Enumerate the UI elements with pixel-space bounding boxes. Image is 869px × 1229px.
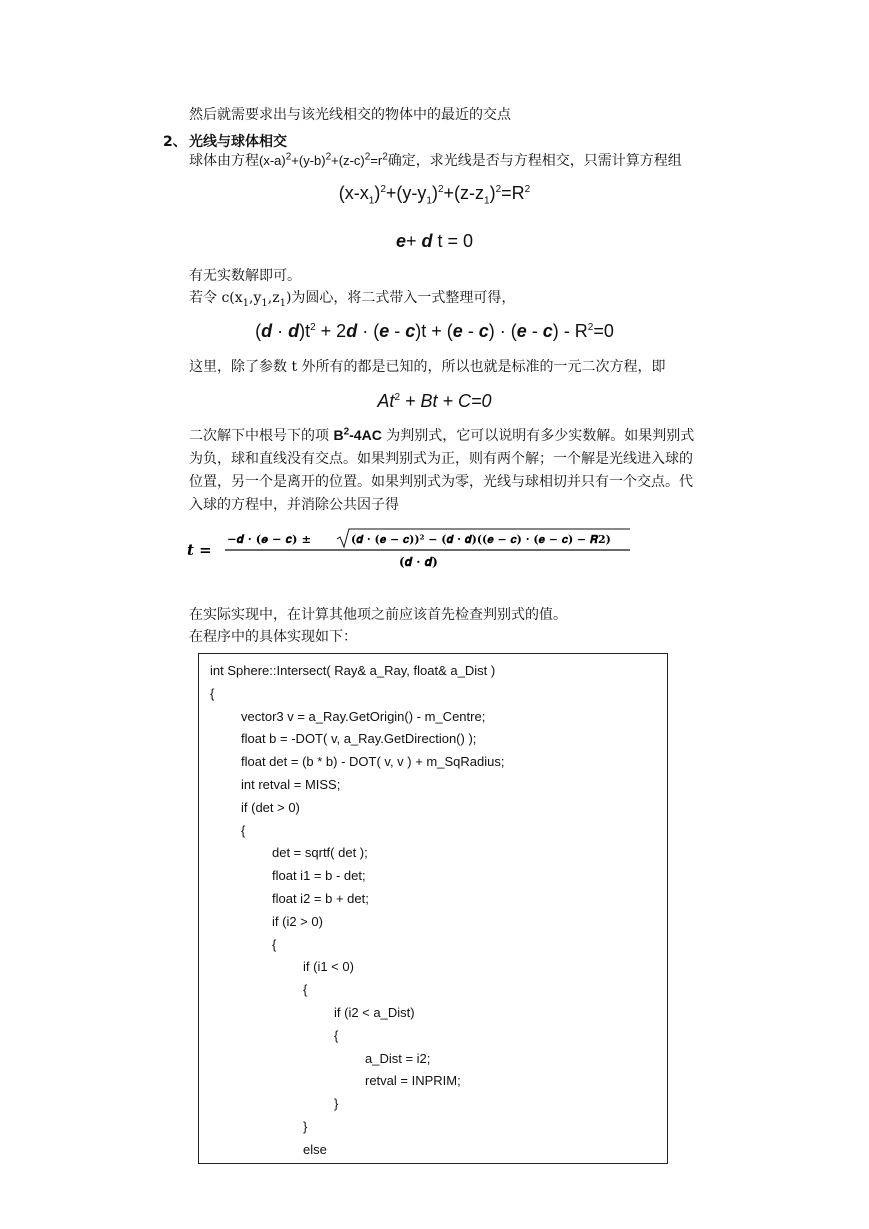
sphere-eq-d: =r bbox=[370, 153, 383, 168]
equation-quadratic-expanded: $(d \cdot d)t^2 + 2d \cdot (e - c)t + (e - c) \cdot (e - c) - R^2=0$ bbox=[255, 321, 614, 341]
exp: 2 bbox=[524, 184, 531, 195]
eq-part: ) bbox=[431, 183, 438, 203]
sub: 1 bbox=[368, 195, 375, 207]
section-number: 2、 bbox=[163, 134, 187, 150]
sub: 1 bbox=[242, 297, 250, 309]
eq-part: ) bbox=[489, 183, 496, 203]
exp: 2 bbox=[394, 392, 400, 403]
code-line: int Sphere::Intersect( Ray& a_Ray, float& a_Dist ) bbox=[210, 663, 496, 678]
equation-ray bbox=[0, 231, 869, 252]
let-c: ,z bbox=[267, 290, 280, 306]
eq-part: (x-x bbox=[338, 183, 369, 203]
exp: 2 bbox=[285, 151, 292, 163]
code-line: if (i2 < a_Dist) bbox=[334, 1005, 415, 1020]
eq-part: =R bbox=[501, 183, 525, 203]
code-line: { bbox=[272, 936, 277, 952]
eq-part: +(z-z bbox=[443, 183, 485, 203]
let-center-line bbox=[189, 288, 515, 308]
exp: 2 bbox=[325, 151, 332, 163]
sphere-eq-a: (x-a) bbox=[259, 153, 286, 168]
eq-rest: t = 0 bbox=[432, 231, 474, 251]
eq4-b: + Bt + C=0 bbox=[400, 391, 492, 411]
formula-num-left: −𝒅 · (𝒆 − 𝒄) ± bbox=[227, 532, 312, 546]
code-line: float det = (b * b) - DOT( v, v ) + m_SqRadius; bbox=[241, 754, 505, 770]
code-line: retval = INPRIM; bbox=[365, 1073, 461, 1089]
sub: 1 bbox=[279, 297, 286, 309]
formula-radicand: (𝒅 · (𝒆 − 𝒄))² − (𝒅 · 𝒅)((𝒆 − 𝒄) · (𝒆 − 𝒄) − 𝑹𝟐) bbox=[351, 533, 611, 546]
let-d: )为圆心，将二式带入一式整理可得， bbox=[285, 290, 516, 306]
code-line: if (i1 < 0) bbox=[303, 959, 354, 975]
root-formula bbox=[187, 527, 633, 573]
eq-part: ) bbox=[374, 183, 381, 203]
code-block bbox=[198, 653, 668, 1164]
exp: 2 bbox=[437, 184, 444, 195]
var-e: e bbox=[395, 231, 406, 251]
code-line: float i1 = b - det; bbox=[272, 868, 366, 884]
formula-denominator: (𝒅 · 𝒅) bbox=[399, 555, 438, 569]
sphere-eq-c: +(z-c) bbox=[331, 153, 365, 168]
eq-part: +(y-y bbox=[385, 183, 427, 203]
code-line: vector3 v = a_Ray.GetOrigin() - m_Centre; bbox=[241, 708, 486, 724]
code-line: int retval = MISS; bbox=[241, 777, 341, 792]
eq4-a: At bbox=[377, 391, 395, 411]
equation-sphere bbox=[0, 183, 869, 207]
code-line: a_Dist = i2; bbox=[365, 1050, 431, 1066]
code-line: if (det > 0) bbox=[241, 799, 300, 815]
real-solution-line: 有无实数解即可。 bbox=[189, 268, 301, 284]
section-heading bbox=[163, 131, 287, 151]
sub: 1 bbox=[261, 297, 268, 309]
exp: 2 bbox=[495, 184, 502, 195]
let-a: 若令 c(x bbox=[189, 290, 243, 306]
sphere-def-suffix: 确定，求光线是否与方程相交，只需计算方程组 bbox=[387, 153, 682, 169]
sub: 1 bbox=[484, 195, 490, 207]
code-line: } bbox=[334, 1096, 339, 1112]
let-b: ,y bbox=[249, 290, 262, 306]
code-line: { bbox=[241, 822, 246, 838]
code-line: { bbox=[303, 982, 308, 998]
exp: 2 bbox=[364, 151, 371, 163]
code-line: { bbox=[210, 685, 215, 701]
practice-line: 在实际实现中，在计算其他项之前应该首先检查判别式的值。 bbox=[189, 607, 567, 623]
implementation-line: 在程序中的具体实现如下： bbox=[189, 629, 357, 645]
code-line: if (i2 > 0) bbox=[272, 913, 323, 929]
sphere-eq-b: +(y-b) bbox=[291, 153, 326, 168]
sub: 1 bbox=[426, 195, 432, 207]
known-params-line: 这里，除了参数 t 外所有的都是已知的，所以也就是标准的一元二次方程，即 bbox=[189, 359, 666, 375]
formula-lhs: t = bbox=[187, 541, 212, 559]
code-line: } bbox=[303, 1119, 308, 1134]
discriminant-paragraph: 二次解下中根号下的项 $B^2-4AC$ 为判别式，它可以说明有多少实数解。如果判别式 为负，球和直线没有交点。如果判别式为正，则有两个解；一个解是光线进入球的 位置，另一个是离开的位置。如果判别式为零，光线与球相切并只有一个交点。代 入球的方程中，并消除公共因子得 bbox=[189, 426, 695, 513]
code-line: else bbox=[303, 1141, 327, 1157]
intro-line: 然后就需要求出与该光线相交的物体中的最近的交点 bbox=[189, 107, 511, 123]
code-line: float i2 = b + det; bbox=[272, 891, 369, 906]
exp: 2 bbox=[380, 184, 386, 195]
var-d: d bbox=[421, 231, 433, 251]
code-line: float b = -DOT( v, a_Ray.GetDirection() ); bbox=[241, 731, 477, 747]
sphere-def-prefix: 球体由方程 bbox=[189, 153, 259, 169]
sphere-definition bbox=[189, 151, 682, 171]
section-title: 光线与球体相交 bbox=[189, 134, 287, 150]
equation-standard-quadratic bbox=[0, 391, 869, 412]
plus: + bbox=[405, 231, 422, 251]
code-line: det = sqrtf( det ); bbox=[272, 845, 368, 861]
code-line: { bbox=[334, 1027, 339, 1043]
exp: 2 bbox=[382, 151, 388, 163]
